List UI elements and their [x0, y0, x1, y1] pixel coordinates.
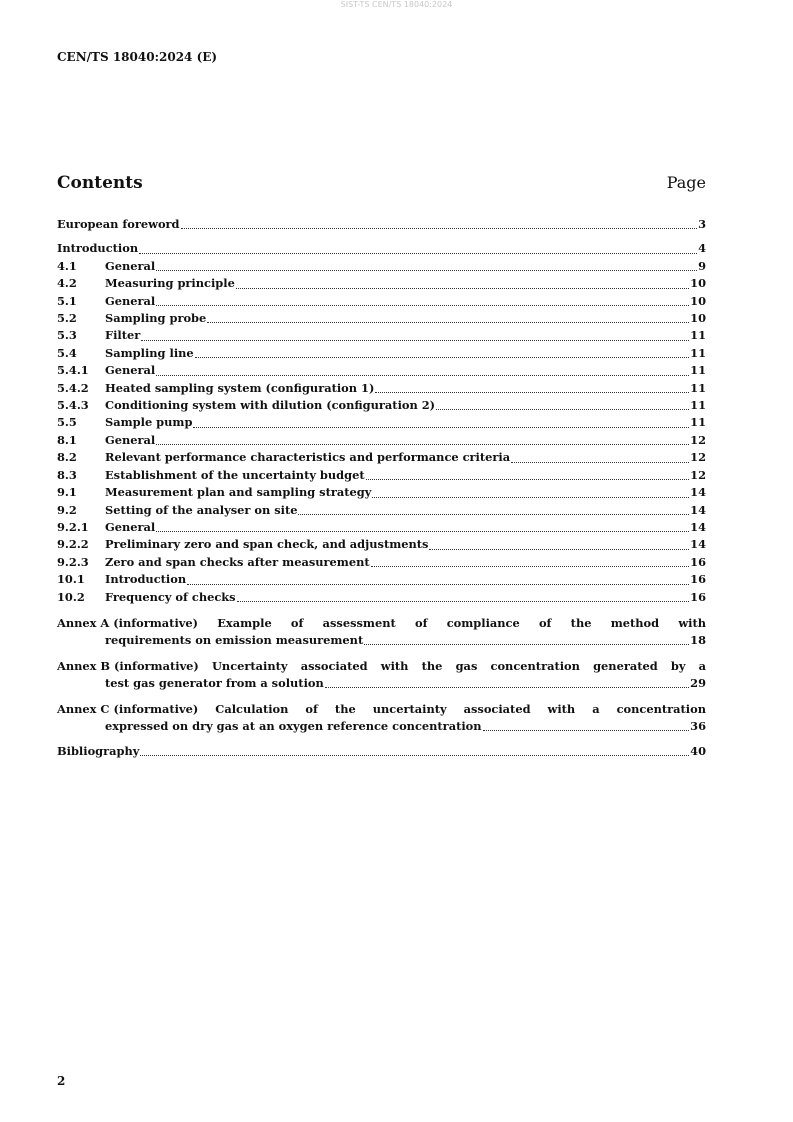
- toc-entry-page: 10: [690, 276, 706, 291]
- toc-entry-title: Conditioning system with dilution (configuration 2): [105, 398, 436, 413]
- toc-entry-title: Measurement plan and sampling strategy: [105, 485, 372, 500]
- toc-entry-bibliography[interactable]: [57, 743, 706, 760]
- toc-entry-number: 9.2.3: [57, 554, 89, 569]
- toc-entry-title: Frequency of checks: [105, 589, 236, 604]
- toc-entry-number: 9.1: [57, 485, 77, 500]
- toc-entry-title: Relevant performance characteristics and performance criteria: [105, 450, 511, 465]
- dot-leader: [366, 478, 690, 480]
- toc-entry-page: 16: [690, 589, 706, 604]
- toc-entry-introduction[interactable]: [57, 240, 706, 257]
- document-id: CEN/TS 18040:2024 (E): [57, 50, 218, 64]
- toc-entry[interactable]: [57, 554, 706, 571]
- toc-entry-page: 11: [690, 398, 706, 413]
- toc-entry-number: 8.3: [57, 467, 77, 482]
- toc-entry-number: 5.4.3: [57, 398, 89, 413]
- toc-entry-title: Establishment of the uncertainty budget: [105, 467, 365, 482]
- toc-entry-number: 5.4.2: [57, 380, 89, 395]
- toc-entry-page: 14: [690, 502, 706, 517]
- toc-entry-page: 10: [690, 293, 706, 308]
- toc-entry-number: 5.4.1: [57, 363, 89, 378]
- toc-entry-number: 5.5: [57, 415, 77, 430]
- dot-leader: [195, 356, 689, 358]
- dot-leader: [511, 461, 689, 463]
- dot-leader: [156, 304, 689, 306]
- toc-entry-page: 14: [690, 519, 706, 534]
- toc-entry-number: 10.2: [57, 589, 85, 604]
- dot-leader: [372, 496, 689, 498]
- toc-entry-page: 12: [690, 467, 706, 482]
- toc-entry-number: 4.1: [57, 258, 77, 273]
- toc-entry-page: 11: [690, 380, 706, 395]
- toc-entry-title: General: [105, 258, 156, 273]
- contents-header: [57, 173, 706, 193]
- toc-entry[interactable]: [57, 345, 706, 362]
- toc-entry-page: 12: [690, 450, 706, 465]
- toc-entry-page: 14: [690, 485, 706, 500]
- dot-leader: [193, 426, 689, 428]
- dot-leader: [156, 443, 689, 445]
- dot-leader: [429, 548, 689, 550]
- annex-page: 36: [690, 718, 706, 733]
- toc-entry[interactable]: [57, 536, 706, 553]
- dot-leader: [325, 686, 689, 688]
- toc-entry-title: Heated sampling system (configuration 1): [105, 380, 375, 395]
- annex-title-line1: (informative) Uncertainty associated with the gas concentration generated by a: [114, 658, 706, 673]
- dot-leader: [371, 565, 690, 567]
- toc-entry-title: Sampling probe: [105, 311, 207, 326]
- dot-leader: [483, 729, 690, 731]
- toc-entry[interactable]: [57, 484, 706, 501]
- toc-entry-number: 4.2: [57, 276, 77, 291]
- page-column-label: Page: [666, 173, 706, 192]
- contents-title: Contents: [57, 173, 143, 193]
- annex-page: 29: [690, 675, 706, 690]
- toc-entry-page: 11: [690, 345, 706, 360]
- toc-entry-title: Setting of the analyser on site: [105, 502, 298, 517]
- toc-entry-title: Filter: [105, 328, 141, 343]
- toc-entry-page: 11: [690, 363, 706, 378]
- toc-entry-page: 3: [698, 217, 706, 231]
- toc-entry-title: Measuring principle: [105, 276, 235, 291]
- toc-entry[interactable]: [57, 502, 706, 519]
- toc-entry-number: 8.1: [57, 432, 77, 447]
- toc-entry[interactable]: [57, 519, 706, 536]
- toc-entry[interactable]: [57, 380, 706, 397]
- toc-entry-number: 5.2: [57, 311, 77, 326]
- annex-title-line2: expressed on dry gas at an oxygen reference concentration: [105, 718, 482, 733]
- toc-entry-page: 9: [698, 258, 706, 273]
- toc-entry-page: 16: [690, 572, 706, 587]
- dot-leader: [237, 600, 690, 602]
- toc-entry-title: General: [105, 432, 156, 447]
- dot-leader: [156, 530, 689, 532]
- toc-entry[interactable]: [57, 327, 706, 344]
- toc-entry-title: Sample pump: [105, 415, 193, 430]
- toc-entry-title: Zero and span checks after measurement: [105, 554, 370, 569]
- toc-entry[interactable]: [57, 589, 706, 606]
- dot-leader: [236, 287, 689, 289]
- toc-annex-c[interactable]: [57, 701, 706, 735]
- toc-entry-number: 5.4: [57, 345, 77, 360]
- toc-entry-title: General: [105, 519, 156, 534]
- toc-entry-number: 5.1: [57, 293, 77, 308]
- annex-title-line1: (informative) Example of assessment of compliance of the method with: [113, 615, 706, 630]
- toc-entry[interactable]: [57, 467, 706, 484]
- toc-annex-b[interactable]: [57, 658, 706, 692]
- toc-entry-title: Introduction: [105, 572, 187, 587]
- toc-entry-title: General: [105, 363, 156, 378]
- toc-entry-page: 40: [690, 743, 706, 758]
- annex-title-line2: requirements on emission measurement: [105, 632, 364, 647]
- dot-leader: [364, 643, 689, 645]
- toc-entry-page: 10: [690, 311, 706, 326]
- toc-entry-title: Bibliography: [57, 743, 140, 758]
- toc-entry-title: Sampling line: [105, 345, 194, 360]
- watermark: SIST-TS CEN/TS 18040:2024: [340, 0, 453, 9]
- annex-page: 18: [690, 632, 706, 647]
- toc-entry-number: 10.1: [57, 572, 85, 587]
- toc-entry-page: 16: [690, 554, 706, 569]
- dot-leader: [375, 391, 689, 393]
- toc-entry-number: 5.3: [57, 328, 77, 343]
- annex-title-line2: test gas generator from a solution: [105, 675, 324, 690]
- dot-leader: [156, 374, 689, 376]
- toc-entry-foreword[interactable]: [57, 216, 706, 233]
- annex-label: Annex B: [57, 658, 111, 673]
- toc-entry[interactable]: [57, 397, 706, 414]
- toc-entry-page: 12: [690, 432, 706, 447]
- dot-leader: [298, 513, 689, 515]
- toc-entry[interactable]: [57, 293, 706, 310]
- dot-leader: [187, 583, 689, 585]
- toc-entry-title: Introduction: [57, 241, 139, 256]
- dot-leader: [181, 227, 698, 229]
- toc-entry-number: 8.2: [57, 450, 77, 465]
- toc-entry-page: 11: [690, 415, 706, 430]
- toc-entry-title: General: [105, 293, 156, 308]
- toc-entry-title: European foreword: [57, 217, 180, 231]
- toc-entry[interactable]: [57, 414, 706, 431]
- dot-leader: [207, 321, 689, 323]
- toc-entry[interactable]: [57, 258, 706, 275]
- toc-entry[interactable]: [57, 432, 706, 449]
- dot-leader: [156, 269, 697, 271]
- dot-leader: [140, 754, 689, 756]
- dot-leader: [141, 339, 689, 341]
- toc-entry-number: 9.2.1: [57, 519, 89, 534]
- toc-entry-page: 11: [690, 328, 706, 343]
- toc-entry-page: 4: [698, 241, 706, 256]
- toc-entry-number: 9.2.2: [57, 537, 89, 552]
- toc-annex-a[interactable]: [57, 615, 706, 649]
- annex-title-line1: (informative) Calculation of the uncertainty associated with a concentration: [113, 701, 706, 716]
- annex-label: Annex A: [57, 615, 110, 630]
- toc-entry[interactable]: [57, 571, 706, 588]
- toc-entry[interactable]: [57, 275, 706, 292]
- toc-entry-page: 14: [690, 537, 706, 552]
- toc-entry[interactable]: [57, 449, 706, 466]
- toc-entry[interactable]: [57, 310, 706, 327]
- toc-entry[interactable]: [57, 362, 706, 379]
- dot-leader: [436, 408, 689, 410]
- dot-leader: [139, 252, 697, 254]
- table-of-contents: [57, 216, 706, 760]
- page-number: 2: [57, 1074, 66, 1088]
- toc-entry-title: Preliminary zero and span check, and adjustments: [105, 537, 429, 552]
- annex-label: Annex C: [57, 701, 110, 716]
- toc-entry-number: 9.2: [57, 502, 77, 517]
